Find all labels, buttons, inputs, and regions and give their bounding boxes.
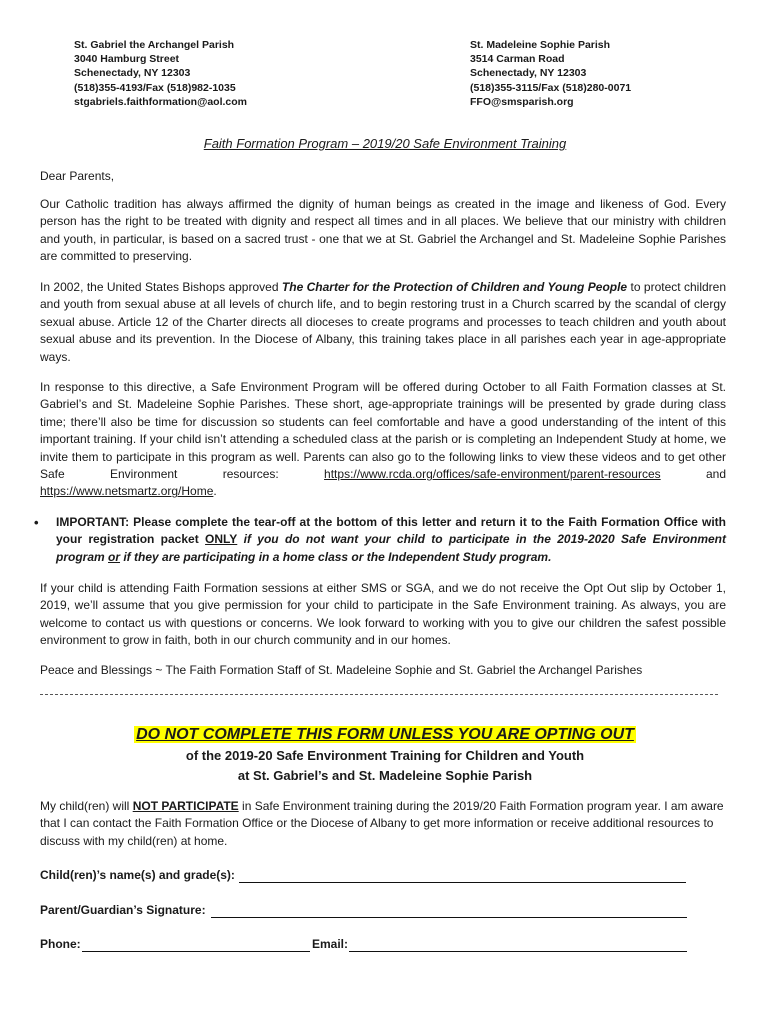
tear-off-line bbox=[40, 694, 718, 695]
left-parish-address bbox=[74, 38, 247, 109]
important-bullet bbox=[34, 514, 727, 566]
left-parish-city: Schenectady, NY 12303 bbox=[74, 67, 191, 80]
bullet-icon: • bbox=[34, 515, 39, 530]
netsmartz-link[interactable]: https://www.netsmartz.org/Home bbox=[40, 484, 214, 499]
email-label: Email: bbox=[312, 937, 349, 951]
left-parish-email: stgabriels.faithformation@aol.com bbox=[74, 95, 248, 108]
signature-field[interactable] bbox=[211, 917, 687, 918]
greeting: Dear Parents, bbox=[40, 169, 115, 183]
optout-heading bbox=[0, 726, 770, 744]
statement-rest: in Safe Environment training during the 2019/20 Faith Formation program year. I am aware that I can contact the Faith Formation Office or the Diocese of Albany to get more information or receive additional resources to discuss with my child(ren) at home. bbox=[40, 799, 724, 848]
email-field[interactable] bbox=[349, 951, 687, 952]
statement-intro: My child(ren) will bbox=[40, 799, 133, 813]
paragraph-program bbox=[40, 379, 726, 501]
charter-name: The Charter for the Protection of Children and Young People bbox=[281, 280, 628, 294]
important-lead: IMPORTANT: Please complete the tear-off at the bottom of this letter and return it to the Faith Formation Office with your registration packet bbox=[56, 515, 726, 547]
form-statement bbox=[40, 798, 726, 850]
optout-heading-text: DO NOT COMPLETE THIS FORM UNLESS YOU ARE OPTING OUT bbox=[136, 726, 634, 743]
form-subheading-1: of the 2019-20 Safe Environment Training for Children and Youth bbox=[185, 748, 585, 763]
charter-intro: In 2002, the United States Bishops approved bbox=[40, 280, 282, 294]
right-parish-email: FFO@smsparish.org bbox=[470, 95, 574, 108]
or-word: or bbox=[108, 549, 121, 564]
form-subheading-2: at St. Gabriel’s and St. Madeleine Sophie Parish bbox=[237, 768, 533, 783]
program-text: In response to this directive, a Safe Environment Program will be offered during October to all Faith Formation classes at St. Gabriel’s and St. Madeleine Sophie Parishes. These short, age-appropriate trainings will be presented by grade during class time; there’ll also be time for discussion so students can feel comfortable and have a good understanding of the intent of this important training. If your child isn’t attending a scheduled class at the parish or is completing an Independent Study at home, we invite them to participate in this program as well. Parents can also go to the following links to view these videos and to get other Safe Environment resources: bbox=[40, 380, 726, 482]
children-field[interactable] bbox=[239, 882, 686, 883]
left-parish-name: St. Gabriel the Archangel Parish bbox=[74, 39, 235, 51]
children-label: Child(ren)’s name(s) and grade(s): bbox=[40, 868, 235, 882]
important-italic-1: if you do not want your child to participate in the 2019-2020 Safe Environment program bbox=[56, 532, 727, 564]
phone-field[interactable] bbox=[82, 951, 310, 952]
only-word: ONLY bbox=[205, 532, 238, 547]
right-parish-name: St. Madeleine Sophie Parish bbox=[470, 39, 611, 51]
charter-rest: to protect children and youth from sexual abuse at all levels of church life, and to begin restoring trust in a Church scarred by the scandal of clergy sexual abuse. Article 12 of the Charter directs all dioceses to create programs and processes to teach children and youth about sexual abuse and its prevention. In the Diocese of Albany, this training takes place in all parishes each year in age-appropriate ways. bbox=[40, 280, 726, 364]
paragraph-dignity: Our Catholic tradition has always affirmed the dignity of human beings as created in the image and likeness of God. Every person has the right to be treated with dignity and respect all times and in all places. We believe that our ministry with children and youth, in particular, is based on a sacred trust - one that we at St. Gabriel the Archangel and St. Madeleine Sophie Parishes are committed to preserving. bbox=[40, 197, 726, 264]
rcda-link[interactable]: https://www.rcda.org/offices/safe-environment/parent-resources bbox=[324, 467, 661, 482]
letter-title: Faith Formation Program – 2019/20 Safe Environment Training bbox=[203, 136, 567, 151]
not-participate: NOT PARTICIPATE bbox=[132, 799, 239, 813]
period: . bbox=[213, 484, 217, 499]
left-parish-phone: (518)355-4193/Fax (518)982-1035 bbox=[74, 81, 236, 94]
paragraph-optout-deadline: If your child is attending Faith Formation sessions at either SMS or SGA, and we do not receive the Opt Out slip by October 1, 2019, we’ll assume that you give permission for your child to participate in the Safe Environment training. As always, you are welcome to contact us with questions or concerns. We look forward to working with you to give our children the safest possible environment to grow in faith, both in our church community and in our homes. bbox=[40, 581, 726, 648]
right-parish-address bbox=[470, 38, 631, 109]
right-parish-street: 3514 Carman Road bbox=[470, 53, 565, 66]
and-text: and bbox=[660, 467, 726, 482]
left-parish-street: 3040 Hamburg Street bbox=[74, 53, 180, 66]
important-italic-2: if they are participating in a home class or the Independent Study program. bbox=[120, 549, 552, 564]
right-parish-phone: (518)355-3115/Fax (518)280-0071 bbox=[470, 81, 632, 94]
closing-line: Peace and Blessings ~ The Faith Formation Staff of St. Madeleine Sophie and St. Gabriel the Archangel Parishes bbox=[40, 663, 643, 677]
signature-label: Parent/Guardian’s Signature: bbox=[40, 903, 206, 917]
right-parish-city: Schenectady, NY 12303 bbox=[470, 67, 587, 80]
paragraph-charter bbox=[40, 279, 726, 366]
phone-label: Phone: bbox=[40, 937, 81, 951]
